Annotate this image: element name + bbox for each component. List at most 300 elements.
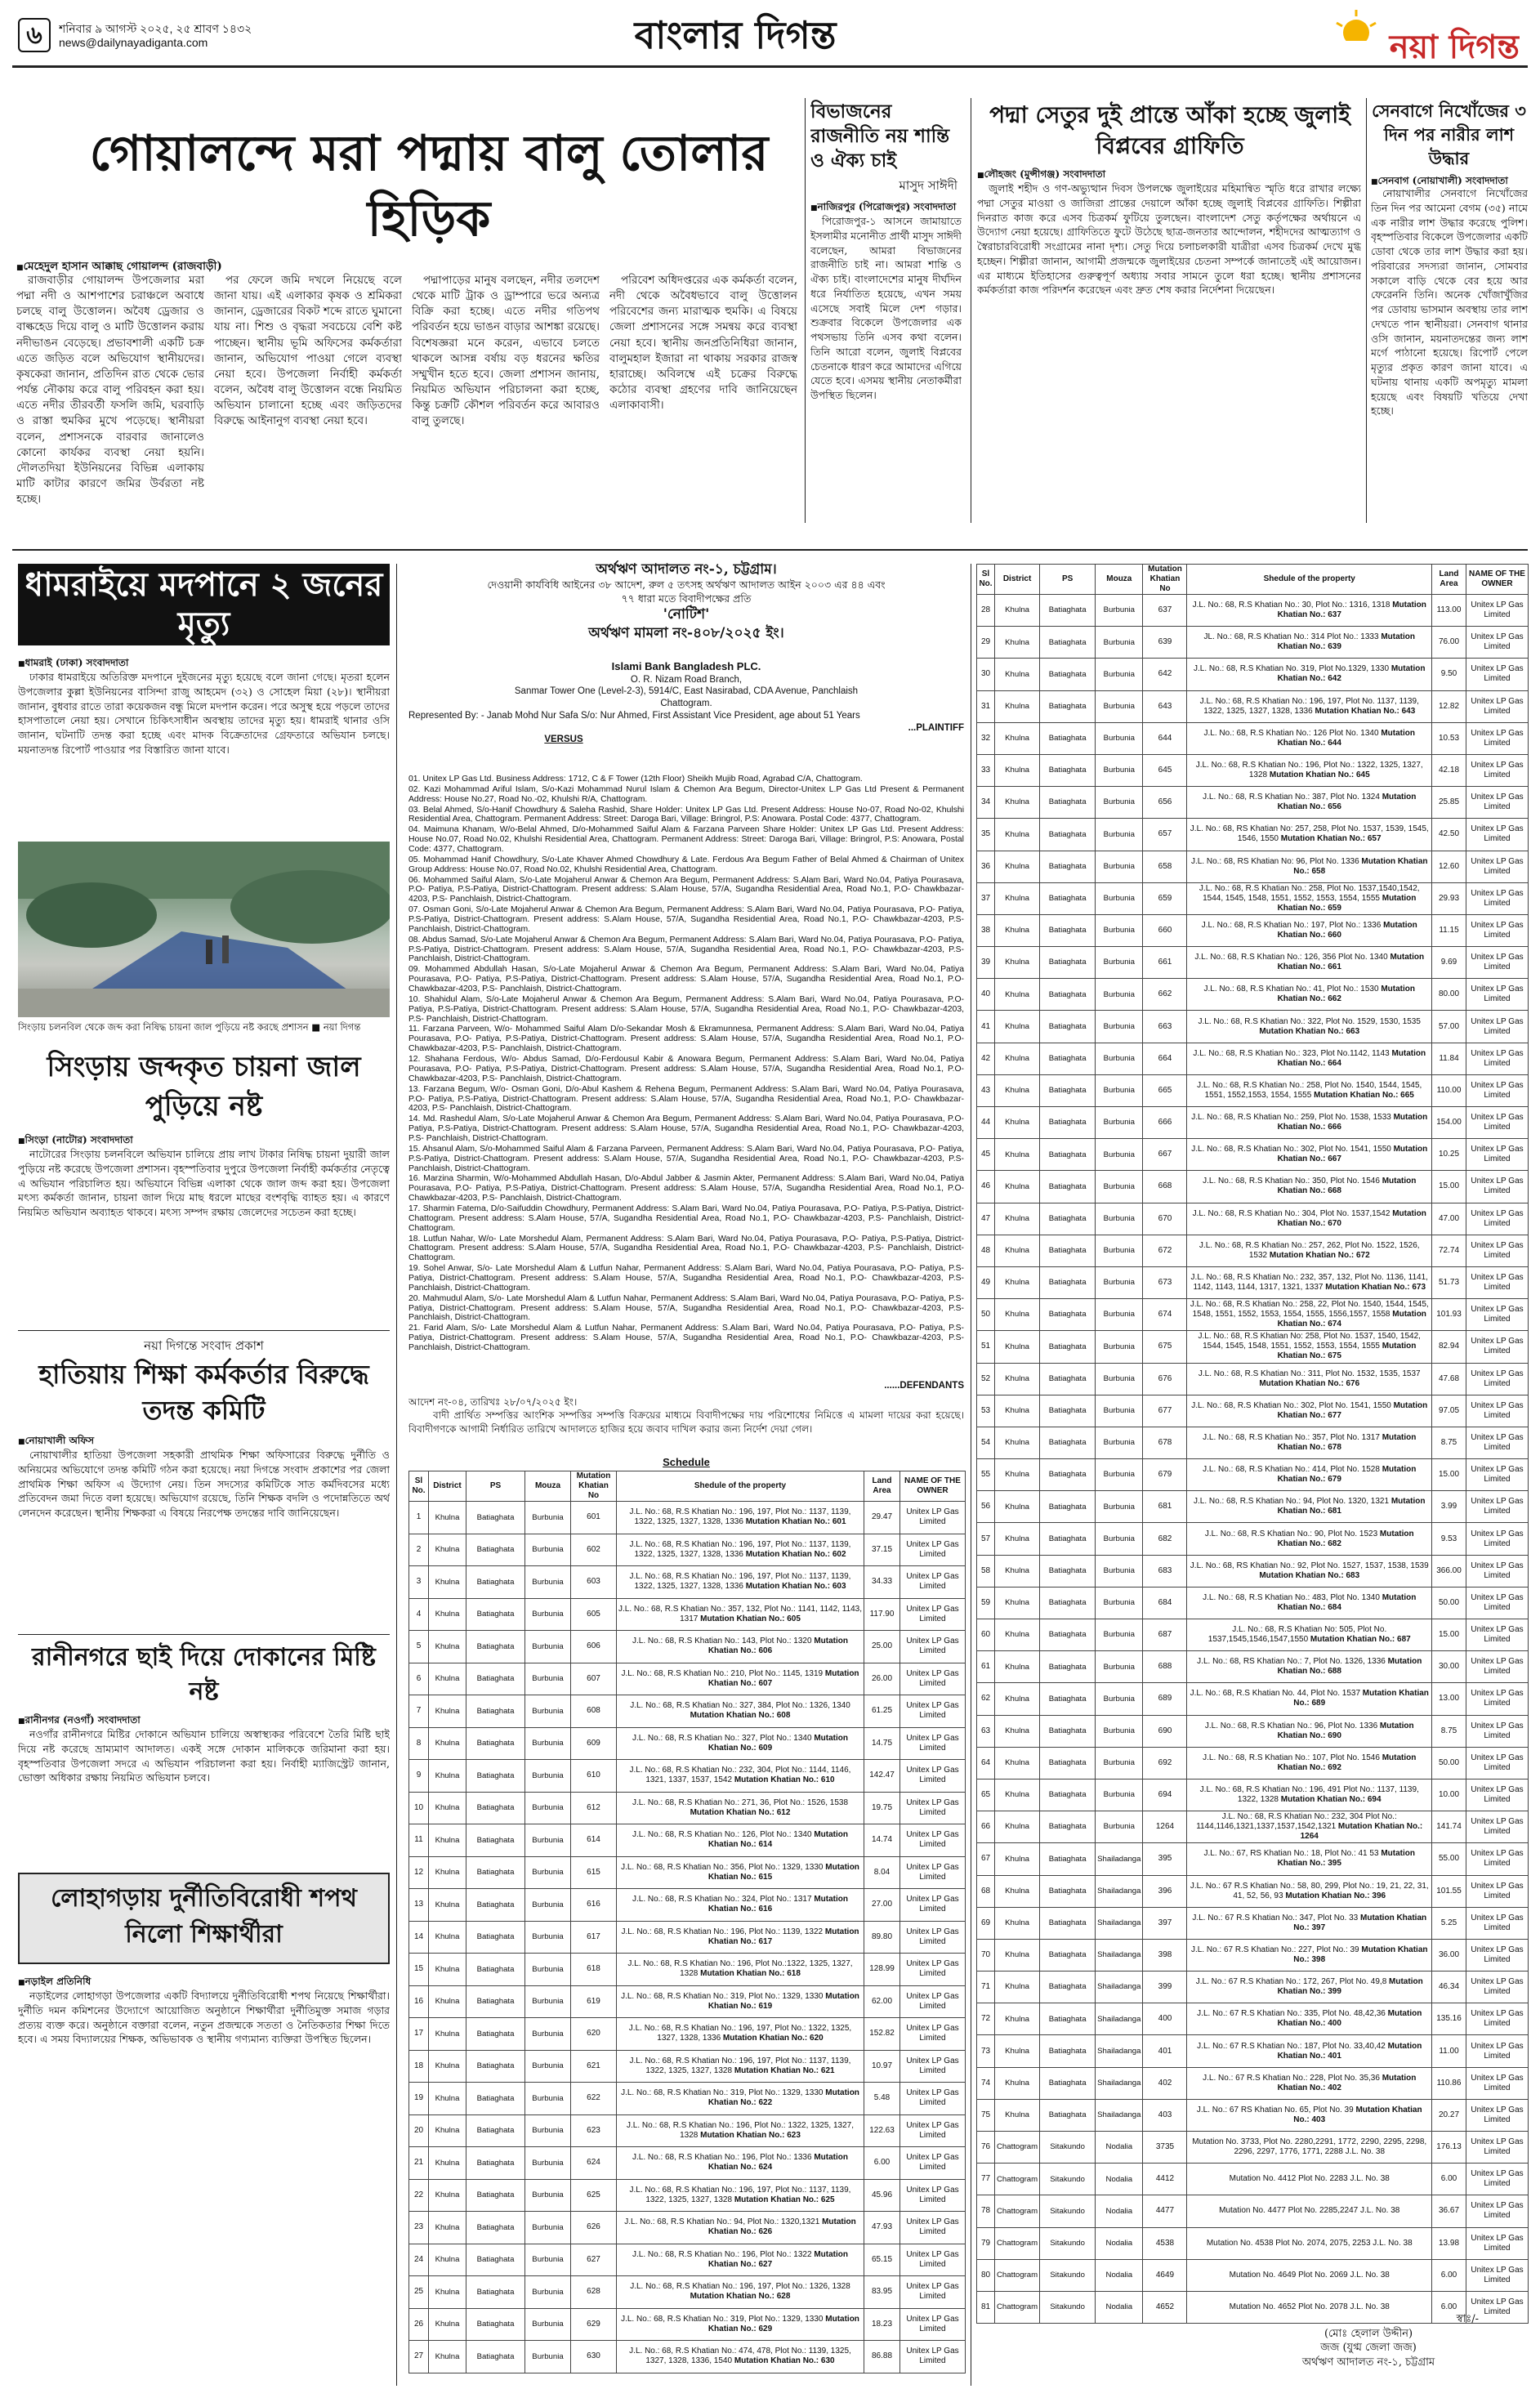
dhamrai-byline: ■ ধামরাই (ঢাকা) সংবাদদাতা bbox=[18, 656, 390, 672]
table-cell: Chattogram bbox=[995, 2195, 1040, 2227]
table-cell: Khulna bbox=[429, 2244, 466, 2276]
table-cell: J.L. No.: 68, R.S Khatian No.: 483, Plot No. 1340 Mutation Khatian No.: 684 bbox=[1187, 1587, 1432, 1619]
table-cell: 603 bbox=[571, 1566, 617, 1599]
table-cell: 11.84 bbox=[1432, 1043, 1466, 1074]
table-cell: 607 bbox=[571, 1663, 617, 1695]
schedule-table-right bbox=[976, 564, 1529, 2324]
table-cell: J.L. No.: 67, RS Khatian No.: 18, Plot No.: 41 53 Mutation Khatian No.: 395 bbox=[1187, 1843, 1432, 1875]
schedule-table-left bbox=[408, 1471, 966, 2373]
table-cell: Khulna bbox=[429, 2083, 466, 2115]
table-cell: Batiaghata bbox=[466, 1856, 525, 1889]
news-photo bbox=[18, 842, 390, 1017]
table-cell: 117.90 bbox=[864, 1598, 900, 1631]
table-cell: Khulna bbox=[995, 1459, 1040, 1491]
table-cell: 18.23 bbox=[864, 2308, 900, 2341]
table-cell: Unitex LP Gas Limited bbox=[1466, 819, 1529, 851]
table-cell: Mutation No. 4538 Plot No. 2074, 2075, 2253 J.L. No. 38 bbox=[1187, 2227, 1432, 2259]
table-row bbox=[977, 1683, 1529, 1715]
table-cell: Batiaghata bbox=[466, 1792, 525, 1824]
table-cell: 45 bbox=[977, 1139, 995, 1171]
court-signature: অর্থঋণ আদালত নং-১, চট্টগ্রাম bbox=[1301, 2356, 1435, 2369]
table-cell: 49 bbox=[977, 1266, 995, 1298]
table-cell: 72.74 bbox=[1432, 1235, 1466, 1266]
table-cell: Unitex LP Gas Limited bbox=[1466, 2164, 1529, 2195]
table-cell: Khulna bbox=[995, 2099, 1040, 2131]
table-cell: Burbunia bbox=[1096, 1395, 1143, 1427]
table-cell: 606 bbox=[571, 1631, 617, 1663]
table-cell: Burbunia bbox=[1096, 1139, 1143, 1171]
table-cell: Unitex LP Gas Limited bbox=[900, 2018, 966, 2051]
table-cell: Mutation No. 4477 Plot No. 2285,2247 J.L. No. 38 bbox=[1187, 2195, 1432, 2227]
table-cell: Batiaghata bbox=[1040, 1107, 1096, 1139]
table-cell: 29.47 bbox=[864, 1502, 900, 1534]
table-cell: Unitex LP Gas Limited bbox=[900, 1760, 966, 1793]
table-cell: 72 bbox=[977, 2003, 995, 2035]
col-ps: PS bbox=[1040, 565, 1096, 595]
table-cell: Batiaghata bbox=[1040, 882, 1096, 914]
table-cell: Khulna bbox=[429, 1985, 466, 2018]
table-cell: Khulna bbox=[429, 1792, 466, 1824]
table-cell: Shailadanga bbox=[1096, 2003, 1143, 2035]
table-cell: Batiaghata bbox=[1040, 851, 1096, 882]
table-cell: Unitex LP Gas Limited bbox=[1466, 2003, 1529, 2035]
defendants-word: ......DEFENDANTS bbox=[884, 1381, 964, 1391]
table-cell: Unitex LP Gas Limited bbox=[1466, 1074, 1529, 1106]
table-cell: Unitex LP Gas Limited bbox=[1466, 1811, 1529, 1843]
table-cell: Unitex LP Gas Limited bbox=[1466, 914, 1529, 946]
table-cell: J.L. No.: 68, R.S Khatian No.: 319, Plot No.: 1329, 1330 Mutation Khatian No.: 619 bbox=[617, 1985, 864, 2018]
table-cell: 22 bbox=[409, 2179, 429, 2212]
table-cell: 4538 bbox=[1143, 2227, 1187, 2259]
table-cell: 26 bbox=[409, 2308, 429, 2341]
table-cell: Unitex LP Gas Limited bbox=[1466, 1715, 1529, 1747]
table-cell: 47.00 bbox=[1432, 1203, 1466, 1235]
table-cell: J.L. No.: 68, R.S Khatian No.: 259, Plot No. 1538, 1533 Mutation Khatian No.: 666 bbox=[1187, 1107, 1432, 1139]
table-cell: 8 bbox=[409, 1727, 429, 1760]
table-row bbox=[409, 2308, 966, 2341]
signature-mark: স্বাঃ/- bbox=[1456, 2313, 1479, 2325]
table-cell: 76.00 bbox=[1432, 627, 1466, 659]
table-cell: Batiaghata bbox=[466, 2147, 525, 2180]
table-cell: Unitex LP Gas Limited bbox=[900, 1695, 966, 1728]
table-cell: 68 bbox=[977, 1875, 995, 1907]
table-cell: 665 bbox=[1143, 1074, 1187, 1106]
table-cell: 5 bbox=[409, 1631, 429, 1663]
table-cell: 623 bbox=[571, 2114, 617, 2147]
table-cell: J.L. No.: 67 R.S Khatian No.: 187, Plot No. 33,40,42 Mutation Khatian No.: 401 bbox=[1187, 2035, 1432, 2067]
table-cell: Chattogram bbox=[995, 2227, 1040, 2259]
table-cell: 44 bbox=[977, 1107, 995, 1139]
table-cell: 15.00 bbox=[1432, 1459, 1466, 1491]
table-row bbox=[977, 1619, 1529, 1651]
table-cell: 73 bbox=[977, 2035, 995, 2067]
table-cell: 675 bbox=[1143, 1331, 1187, 1363]
table-cell: Khulna bbox=[429, 1502, 466, 1534]
table-cell: Batiaghata bbox=[1040, 659, 1096, 690]
table-row bbox=[977, 1427, 1529, 1458]
table-cell: Chattogram bbox=[995, 2164, 1040, 2195]
table-cell: 47.93 bbox=[864, 2212, 900, 2244]
table-row bbox=[977, 1651, 1529, 1683]
defendant-item: 08. Abdus Samad, S/o-Late Mojaherul Anwar & Chemon Ara Begum, Permanent Address: S.Alam Bari, Ward No.04, Patiya Pourasava, P.O- Patiya, P.S-Patiya, District-Chattogram. Present address: S.Alam House, 57/A, Sugandha Residential Area, Road No.1, P.O- Chawkbazar-4203, P.S- Panchlaish, District-Chattogram. bbox=[408, 935, 964, 964]
table-cell: Burbunia bbox=[525, 2341, 571, 2373]
table-cell: Batiaghata bbox=[1040, 1491, 1096, 1523]
col-mouza: Mouza bbox=[525, 1471, 571, 1502]
table-cell: Burbunia bbox=[525, 1566, 571, 1599]
table-cell: Batiaghata bbox=[1040, 1587, 1096, 1619]
table-cell: 110.00 bbox=[1432, 1074, 1466, 1106]
table-cell: J.L. No.: 68, R.S Khatian No.: 232, 304, Plot No.: 1144, 1146, 1321, 1337, 1537, 1542 Mutation Khatian No.: 610 bbox=[617, 1760, 864, 1793]
table-cell: Unitex LP Gas Limited bbox=[1466, 2259, 1529, 2291]
table-cell: 663 bbox=[1143, 1011, 1187, 1043]
table-cell: Burbunia bbox=[525, 1598, 571, 1631]
table-cell: Khulna bbox=[995, 1779, 1040, 1811]
singra-byline: ■ সিংড়া (নাটোর) সংবাদদাতা bbox=[18, 1133, 390, 1150]
table-cell: 36 bbox=[977, 851, 995, 882]
table-cell: Khulna bbox=[995, 851, 1040, 882]
table-cell: Shailadanga bbox=[1096, 1875, 1143, 1907]
table-row bbox=[977, 1203, 1529, 1235]
defendant-item: 05. Mohammad Hanif Chowdhury, S/o-Late Khaver Ahmed Chowdhury & Late. Ferdous Ara Begum Father of Belal Ahmed & Chairman of Unitex Group Address: House No.07, Road No.02, Khulshi Residential Area, Chattogram. bbox=[408, 855, 964, 874]
table-cell: Batiaghata bbox=[1040, 914, 1096, 946]
defendant-item: 14. Md. Rashedul Alam, S/o-Late Mojaherul Anwar & Chemon Ara Begum, Permanent Address: S.Alam Bari, Ward No.04, Patiya Pourasava, P.O- Patiya, P.S-Patiya, District-Chattogram. Present address: S.Alam House, 57/A, Sugandha Residential Area, Road No.1, P.O- Chawkbazar-4203, P.S- Panchlaish, District-Chattogram. bbox=[408, 1114, 964, 1143]
table-cell: 667 bbox=[1143, 1139, 1187, 1171]
table-cell: J.L. No.: 68, R.S Khatian No.: 196, 197, Plot No.: 1326, 1328 Mutation Khatian No.: 628 bbox=[617, 2276, 864, 2309]
table-cell: 609 bbox=[571, 1727, 617, 1760]
table-cell: J.L. No.: 68, R.S Khatian No.: 474, 478, Plot No.: 1139, 1325, 1327, 1328, 1336, 1540 Mutation Khatian No.: 630 bbox=[617, 2341, 864, 2373]
table-cell: 677 bbox=[1143, 1395, 1187, 1427]
table-cell: Unitex LP Gas Limited bbox=[900, 1889, 966, 1922]
table-cell: Khulna bbox=[995, 1139, 1040, 1171]
table-cell: Unitex LP Gas Limited bbox=[900, 2212, 966, 2244]
table-cell: Burbunia bbox=[1096, 882, 1143, 914]
table-cell: 27 bbox=[409, 2341, 429, 2373]
table-cell: 52 bbox=[977, 1363, 995, 1395]
table-cell: 46 bbox=[977, 1171, 995, 1203]
table-cell: Unitex LP Gas Limited bbox=[1466, 882, 1529, 914]
table-cell: Batiaghata bbox=[1040, 595, 1096, 627]
table-cell: Nodalia bbox=[1096, 2227, 1143, 2259]
table-cell: Unitex LP Gas Limited bbox=[900, 1792, 966, 1824]
table-cell: 6.00 bbox=[1432, 2164, 1466, 2195]
table-cell: Batiaghata bbox=[466, 2341, 525, 2373]
lead-col-2: পর ফেলে জমি দখলে নিয়েছে বলে জানা যায়। এই এলাকার কৃষক ও শ্রমিকরা জানান, ড্রেজারের বিকট শব্দে রাতে ঘুমানো যায় না। শিশু ও বৃদ্ধরা সবচেয়ে বেশি কষ্ট পাচ্ছেন। স্থানীয় ভূমি অফিসের কর্মকর্তারা জানান, অভিযোগ পাওয়া গেলে ব্যবস্থা নেয়া হবে। উপজেলা নির্বাহী কর্মকর্তা বলেন, অবৈধ বালু উত্তোলন বন্ধে নিয়মিত অভিযান চালানো হচ্ছে এবং জড়িতদের বিরুদ্ধে আইনানুগ ব্যবস্থা নেয়া হবে। bbox=[214, 274, 402, 428]
table-row bbox=[409, 1598, 966, 1631]
table-cell: 10.25 bbox=[1432, 1139, 1466, 1171]
table-cell: 79 bbox=[977, 2227, 995, 2259]
table-cell: Batiaghata bbox=[1040, 722, 1096, 754]
table-cell: J.L. No.: 68, R.S Khatian No.: 271, 36, Plot No.: 1526, 1538 Mutation Khatian No.: 612 bbox=[617, 1792, 864, 1824]
table-row bbox=[977, 1171, 1529, 1203]
table-cell: 70 bbox=[977, 1939, 995, 1971]
lohagara-body: নড়াইলের লোহাগড়া উপজেলার একটি বিদ্যালয়ে দুর্নীতিবিরোধী শপথ নিয়েছে শিক্ষার্থীরা। দুর্নীতি দমন কমিশনের উদ্যোগে আয়োজিত অনুষ্ঠানে শিক্ষার্থীরা দুর্নীতিমুক্ত সমাজ গড়ার প্রত্যয় ব্যক্ত করে। অনুষ্ঠানে বক্তারা বলেন, নতুন প্রজন্মকে সততা ও নৈতিকতার শিক্ষা দিতে হবে। এ সময় বিদ্যালয়ের শিক্ষক, অভিভাবক ও স্থানীয় গণ্যমান্য ব্যক্তিরা উপস্থিত ছিলেন। bbox=[18, 1989, 390, 2046]
table-cell: Khulna bbox=[429, 1727, 466, 1760]
table-cell: Khulna bbox=[429, 2147, 466, 2180]
table-cell: 602 bbox=[571, 1534, 617, 1566]
table-cell: J.L. No.: 68, R.S Khatian No.: 258, Plot No. 1537,1540,1542, 1544, 1545, 1548, 1551, 1552, 1553, 1554, 1555 Mutation Khatian No.: 659 bbox=[1187, 882, 1432, 914]
table-cell: 38 bbox=[977, 914, 995, 946]
table-cell: J.L. No.: 68, R.S Khatian No.: 414, Plot No. 1528 Mutation Khatian No.: 679 bbox=[1187, 1459, 1432, 1491]
table-cell: Batiaghata bbox=[1040, 1651, 1096, 1683]
table-row bbox=[409, 1889, 966, 1922]
table-cell: Batiaghata bbox=[466, 2212, 525, 2244]
table-cell: 51.73 bbox=[1432, 1266, 1466, 1298]
dateline: শনিবার ৯ আগস্ট ২০২৫, ২৫ শ্রাবণ ১৪৩২ bbox=[59, 22, 252, 35]
table-cell: J.L. No.: 68, R.S Khatian No.: 196, 491 Plot No.: 1137, 1139, 1322, 1328 Mutation Khatian No.: 694 bbox=[1187, 1779, 1432, 1811]
table-cell: Burbunia bbox=[1096, 979, 1143, 1011]
table-cell: 80.00 bbox=[1432, 979, 1466, 1011]
table-cell: Mutation No. 4412 Plot No. 2283 J.L. No. 38 bbox=[1187, 2164, 1432, 2195]
table-cell: 75 bbox=[977, 2099, 995, 2131]
table-cell: 678 bbox=[1143, 1427, 1187, 1458]
table-cell: Batiaghata bbox=[466, 2114, 525, 2147]
table-cell: Batiaghata bbox=[466, 2018, 525, 2051]
table-cell: Shailadanga bbox=[1096, 2099, 1143, 2131]
table-cell: 57 bbox=[977, 1523, 995, 1555]
table-cell: 62 bbox=[977, 1683, 995, 1715]
table-cell: Shailadanga bbox=[1096, 2035, 1143, 2067]
table-cell: J.L. No.: 68, R.S Khatian No.: 210, Plot No.: 1145, 1319 Mutation Khatian No.: 607 bbox=[617, 1663, 864, 1695]
table-cell: Unitex LP Gas Limited bbox=[1466, 947, 1529, 979]
table-row bbox=[409, 1663, 966, 1695]
table-cell: 664 bbox=[1143, 1043, 1187, 1074]
section-title: বাংলার দিগন্ত bbox=[634, 13, 837, 57]
table-cell: J.L. No.: 68, R.S Khatian No.: 356, Plot No.: 1329, 1330 Mutation Khatian No.: 615 bbox=[617, 1856, 864, 1889]
table-cell: 15 bbox=[409, 1954, 429, 1986]
table-cell: Khulna bbox=[429, 1889, 466, 1922]
table-cell: Shailadanga bbox=[1096, 1907, 1143, 1939]
opinion-author: মাসুদ সাঈদী bbox=[899, 178, 957, 193]
table-cell: 625 bbox=[571, 2179, 617, 2212]
table-cell: Unitex LP Gas Limited bbox=[1466, 722, 1529, 754]
table-cell: Mutation No. 4649 Plot No. 2069 J.L. No. 38 bbox=[1187, 2259, 1432, 2291]
defendant-item: 03. Belal Ahmed, S/o-Hanif Chowdhury & Saleha Rashid, Share Holder: Unitex LP Gas Ltd. Present Address: House No-07, Road No-02, Khulshi Residential Area, Chattogram. Permanent Address: Street: Daroga Bari, Village: Bringrol, P.S: Anowara. Postal Code: 4377, Chattogram. bbox=[408, 805, 964, 824]
table-cell: 21 bbox=[409, 2147, 429, 2180]
table-cell: Khulna bbox=[995, 1107, 1040, 1139]
table-row bbox=[977, 819, 1529, 851]
table-cell: 83.95 bbox=[864, 2276, 900, 2309]
table-cell: Burbunia bbox=[525, 2212, 571, 2244]
table-cell: 25 bbox=[409, 2276, 429, 2309]
defendant-item: 06. Mohammed Saiful Alam, S/o-Late Mojaherul Anwar & Chemon Ara Begum, Permanent Address: S.Alam Bari, Ward No.04, Patiya Pourasava, P.O- Patiya, P.S-Patiya, District-Chattogram. Present address: S.Alam House, 57/A, Sugandha Residential Area, Road No.1, P.O- Chawkbazar-4203, P.S- Panchlaish, District-Chattogram. bbox=[408, 875, 964, 904]
table-cell: 397 bbox=[1143, 1907, 1187, 1939]
table-cell: Burbunia bbox=[1096, 1491, 1143, 1523]
table-cell: 661 bbox=[1143, 947, 1187, 979]
table-cell: J.L. No.: 68, R.S Khatian No.: 196, Plot No.: 1139, 1322 Mutation Khatian No.: 617 bbox=[617, 1921, 864, 1954]
table-cell: Unitex LP Gas Limited bbox=[900, 2147, 966, 2180]
table-cell: 670 bbox=[1143, 1203, 1187, 1235]
table-cell: Unitex LP Gas Limited bbox=[1466, 1683, 1529, 1715]
table-cell: J.L. No.: 68, R.S Khatian No.: 357, Plot No. 1317 Mutation Khatian No.: 678 bbox=[1187, 1427, 1432, 1458]
table-cell: Burbunia bbox=[1096, 1074, 1143, 1106]
table-row bbox=[977, 754, 1529, 786]
table-cell: 624 bbox=[571, 2147, 617, 2180]
plaintiff-address: Sanmar Tower One (Level-2-3), 5914/C, East Nasirabad, CDA Avenue, Panchlaish Chattogram. bbox=[514, 686, 859, 709]
table-cell: 692 bbox=[1143, 1747, 1187, 1779]
table-cell: Unitex LP Gas Limited bbox=[1466, 2291, 1529, 2323]
table-cell: Burbunia bbox=[525, 2147, 571, 2180]
table-row bbox=[977, 1074, 1529, 1106]
order-line: আদেশ নং-০৪, তারিখঃ ২৮/০৭/২০২৫ ইং। bbox=[408, 1396, 578, 1408]
table-cell: Khulna bbox=[995, 1171, 1040, 1203]
table-cell: 56 bbox=[977, 1491, 995, 1523]
table-cell: Batiaghata bbox=[1040, 1266, 1096, 1298]
singra-body: নাটোরের সিংড়ায় চলনবিলে অভিযান চালিয়ে প্রায় লাখ টাকার নিষিদ্ধ চায়না দুয়ারী জাল পুড়িয়ে নষ্ট করেছে উপজেলা প্রশাসন। বৃহস্পতিবার দুপুরে উপজেলা নির্বাহী কর্মকর্তার নেতৃত্বে এ অভিযান পরিচালিত হয়। অভিযানে বিভিন্ন এলাকা থেকে জাল জব্দ করা হয়। উপজেলা মৎস্য কর্মকর্তা জানান, চায়না জাল দিয়ে মাছ ধরলে মাছের বংশবৃদ্ধি ব্যাহত হয়। এ কারণে নিয়মিত অভিযান অব্যাহত থাকবে। মৎস্য সম্পদ রক্ষায় জেলেদের সচেতন করা হচ্ছে। bbox=[18, 1148, 390, 1218]
table-cell: J.L. No.: 68, R.S Khatian No.: 232, 304 Plot No.: 1144,1146,1321,1337,1537,1542,1321 Mutation Khatian No.: 1264 bbox=[1187, 1811, 1432, 1843]
table-cell: Mutation No. 4652 Plot No. 2078 J.L. No. 38 bbox=[1187, 2291, 1432, 2323]
table-cell: Khulna bbox=[995, 627, 1040, 659]
table-row bbox=[977, 690, 1529, 722]
table-row bbox=[409, 1695, 966, 1728]
table-cell: Burbunia bbox=[1096, 1331, 1143, 1363]
table-cell: Khulna bbox=[995, 595, 1040, 627]
table-cell: Burbunia bbox=[525, 1792, 571, 1824]
table-cell: 14.74 bbox=[864, 1824, 900, 1857]
table-cell: 659 bbox=[1143, 882, 1187, 914]
table-cell: 46.34 bbox=[1432, 1972, 1466, 2003]
table-row bbox=[409, 1760, 966, 1793]
table-cell: J.L. No.: 68, R.S Khatian No.: 30, Plot No.: 1316, 1318 Mutation Khatian No.: 637 bbox=[1187, 595, 1432, 627]
raninagar-body: নওগাঁর রানীনগরে মিষ্টির দোকানে অভিযান চালিয়ে অস্বাস্থ্যকর পরিবেশে তৈরি মিষ্টি ছাই দিয়ে নষ্ট করেছে ভ্রাম্যমাণ আদালত। একই সঙ্গে দোকান মালিককে জরিমানা করা হয়। বৃহস্পতিবার উপজেলা সদরে এ অভিযান পরিচালনা করা হয়। নির্বাহী ম্যাজিস্ট্রেট জানান, ভোক্তা অধিকার রক্ষায় নিয়মিত অভিযান চলবে। bbox=[18, 1728, 390, 1784]
table-cell: Unitex LP Gas Limited bbox=[1466, 2227, 1529, 2259]
table-row bbox=[977, 627, 1529, 659]
table-cell: 679 bbox=[1143, 1459, 1187, 1491]
table-cell: 403 bbox=[1143, 2099, 1187, 2131]
table-cell: Burbunia bbox=[525, 2114, 571, 2147]
table-cell: Burbunia bbox=[1096, 690, 1143, 722]
logo-text: নয়া দিগন্ত bbox=[1389, 29, 1520, 59]
table-cell: 14.75 bbox=[864, 1727, 900, 1760]
table-cell: 6 bbox=[409, 1663, 429, 1695]
table-cell: 78 bbox=[977, 2195, 995, 2227]
table-row bbox=[977, 1043, 1529, 1074]
table-cell: 33 bbox=[977, 754, 995, 786]
defendant-item: 16. Marzina Sharmin, W/o-Mohammed Abdullah Hasan, D/o-Abdul Jabber & Jasmin Akter, Permanent Address: S.Alam Bari, Ward No.04, Patiya Pourasava, P.O- Patiya, P.S-Patiya, District-Chattogram. Present address: S.Alam House, 57/A, Sugandha Residential Area, Road No.1, P.O- Chawkbazar-4203, P.S- Panchlaish, District-Chattogram. bbox=[408, 1174, 964, 1203]
table-cell: Burbunia bbox=[1096, 1683, 1143, 1715]
table-cell: Batiaghata bbox=[466, 1921, 525, 1954]
table-cell: J.L. No.: 68, RS Khatian No: 257, 258, Plot No. 1537, 1539, 1545, 1546, 1550 Mutation Khatian No.: 657 bbox=[1187, 819, 1432, 851]
table-cell: Unitex LP Gas Limited bbox=[1466, 1747, 1529, 1779]
table-row bbox=[977, 659, 1529, 690]
table-cell: Batiaghata bbox=[1040, 1139, 1096, 1171]
table-cell: Khulna bbox=[995, 1939, 1040, 1971]
table-cell: Batiaghata bbox=[1040, 1939, 1096, 1971]
table-cell: 34 bbox=[977, 787, 995, 819]
table-cell: Burbunia bbox=[1096, 1651, 1143, 1683]
table-cell: Burbunia bbox=[525, 1889, 571, 1922]
table-cell: 32 bbox=[977, 722, 995, 754]
table-cell: 681 bbox=[1143, 1491, 1187, 1523]
table-cell: 113.00 bbox=[1432, 595, 1466, 627]
table-cell: Batiaghata bbox=[1040, 1459, 1096, 1491]
table-row bbox=[977, 914, 1529, 946]
table-row bbox=[977, 1395, 1529, 1427]
table-cell: 645 bbox=[1143, 754, 1187, 786]
table-cell: J.L. No.: 68, R.S Khatian No.: 197, Plot No.: 1336 Mutation Khatian No.: 660 bbox=[1187, 914, 1432, 946]
table-cell: 59 bbox=[977, 1587, 995, 1619]
table-cell: Unitex LP Gas Limited bbox=[1466, 1972, 1529, 2003]
table-cell: Burbunia bbox=[1096, 914, 1143, 946]
table-cell: J.L. No.: 68, R.S Khatian No.: 196, 197, Plot No.: 1322, 1325, 1327, 1328, 1336 Mutation Khatian No.: 620 bbox=[617, 2018, 864, 2051]
table-cell: Khulna bbox=[995, 722, 1040, 754]
table-cell: Khulna bbox=[995, 819, 1040, 851]
table-cell: Batiaghata bbox=[1040, 754, 1096, 786]
table-cell: 668 bbox=[1143, 1171, 1187, 1203]
table-cell: Khulna bbox=[429, 1921, 466, 1954]
table-row bbox=[409, 2212, 966, 2244]
table-cell: Shailadanga bbox=[1096, 2067, 1143, 2099]
table-cell: Burbunia bbox=[525, 1954, 571, 1986]
table-cell: Unitex LP Gas Limited bbox=[1466, 595, 1529, 627]
table-cell: Khulna bbox=[429, 1760, 466, 1793]
table-row bbox=[977, 2035, 1529, 2067]
table-cell: J.L. No.: 68, R.S Khatian No.: 322, Plot No. 1529, 1530, 1535 Mutation Khatian No.: 663 bbox=[1187, 1011, 1432, 1043]
table-cell: Batiaghata bbox=[1040, 690, 1096, 722]
table-cell: 80 bbox=[977, 2259, 995, 2291]
table-cell: 110.86 bbox=[1432, 2067, 1466, 2099]
judge-title: জজ (যুগ্ম জেলা জজ) bbox=[1320, 2342, 1417, 2355]
table-cell: 4649 bbox=[1143, 2259, 1187, 2291]
table-cell: 20 bbox=[409, 2114, 429, 2147]
table-cell: 614 bbox=[571, 1824, 617, 1857]
table-cell: Khulna bbox=[995, 1363, 1040, 1395]
senbag-byline: ■ সেনবাগ (নোয়াখালী) সংবাদদাতা bbox=[1371, 174, 1530, 190]
table-cell: 40 bbox=[977, 979, 995, 1011]
table-cell: 608 bbox=[571, 1695, 617, 1728]
table-cell: Burbunia bbox=[1096, 1747, 1143, 1779]
table-cell: 28 bbox=[977, 595, 995, 627]
table-cell: 71 bbox=[977, 1972, 995, 2003]
table-cell: 20.27 bbox=[1432, 2099, 1466, 2131]
table-cell: 11.00 bbox=[1432, 2035, 1466, 2067]
table-cell: J.L. No.: 68, R.S Khatian No.: 327, Plot No.: 1340 Mutation Khatian No.: 609 bbox=[617, 1727, 864, 1760]
table-cell: Unitex LP Gas Limited bbox=[1466, 1235, 1529, 1266]
table-row bbox=[977, 1715, 1529, 1747]
table-cell: J.L. No.: 68, R.S Khatian No.: 302, Plot No. 1541, 1550 Mutation Khatian No.: 677 bbox=[1187, 1395, 1432, 1427]
table-cell: Batiaghata bbox=[1040, 2067, 1096, 2099]
table-cell: Unitex LP Gas Limited bbox=[1466, 1203, 1529, 1235]
table-row bbox=[977, 1875, 1529, 1907]
table-cell: Batiaghata bbox=[1040, 2099, 1096, 2131]
table-cell: Batiaghata bbox=[1040, 1074, 1096, 1106]
table-cell: 15.00 bbox=[1432, 1171, 1466, 1203]
table-cell: J.L. No.: 68, RS Khatian No.: 92, Plot No. 1527, 1537, 1538, 1539 Mutation Khatian No.: 683 bbox=[1187, 1555, 1432, 1587]
table-cell: 3.99 bbox=[1432, 1491, 1466, 1523]
table-cell: Burbunia bbox=[525, 1631, 571, 1663]
table-cell: Khulna bbox=[995, 1907, 1040, 1939]
table-cell: Burbunia bbox=[1096, 659, 1143, 690]
table-row bbox=[977, 1363, 1529, 1395]
table-cell: Burbunia bbox=[1096, 1779, 1143, 1811]
table-cell: Unitex LP Gas Limited bbox=[900, 1985, 966, 2018]
table-row bbox=[977, 2067, 1529, 2099]
padma-byline: ■ লৌহজং (মুন্সীগঞ্জ) সংবাদদাতা bbox=[977, 167, 1361, 184]
table-cell: 18 bbox=[409, 2050, 429, 2083]
table-cell: Batiaghata bbox=[1040, 1235, 1096, 1266]
table-cell: 61 bbox=[977, 1651, 995, 1683]
table-cell: 399 bbox=[1143, 1972, 1187, 2003]
table-cell: Batiaghata bbox=[466, 1598, 525, 1631]
table-cell: Burbunia bbox=[1096, 819, 1143, 851]
table-cell: 61.25 bbox=[864, 1695, 900, 1728]
table-cell: 81 bbox=[977, 2291, 995, 2323]
table-cell: Burbunia bbox=[1096, 947, 1143, 979]
table-cell: J.L. No.: 67 R.S Khatian No.: 227, Plot No.: 39 Mutation Khatian No.: 398 bbox=[1187, 1939, 1432, 1971]
table-cell: Khulna bbox=[429, 1663, 466, 1695]
table-row bbox=[977, 2164, 1529, 2195]
table-cell: Nodalia bbox=[1096, 2291, 1143, 2323]
table-cell: 2 bbox=[409, 1534, 429, 1566]
